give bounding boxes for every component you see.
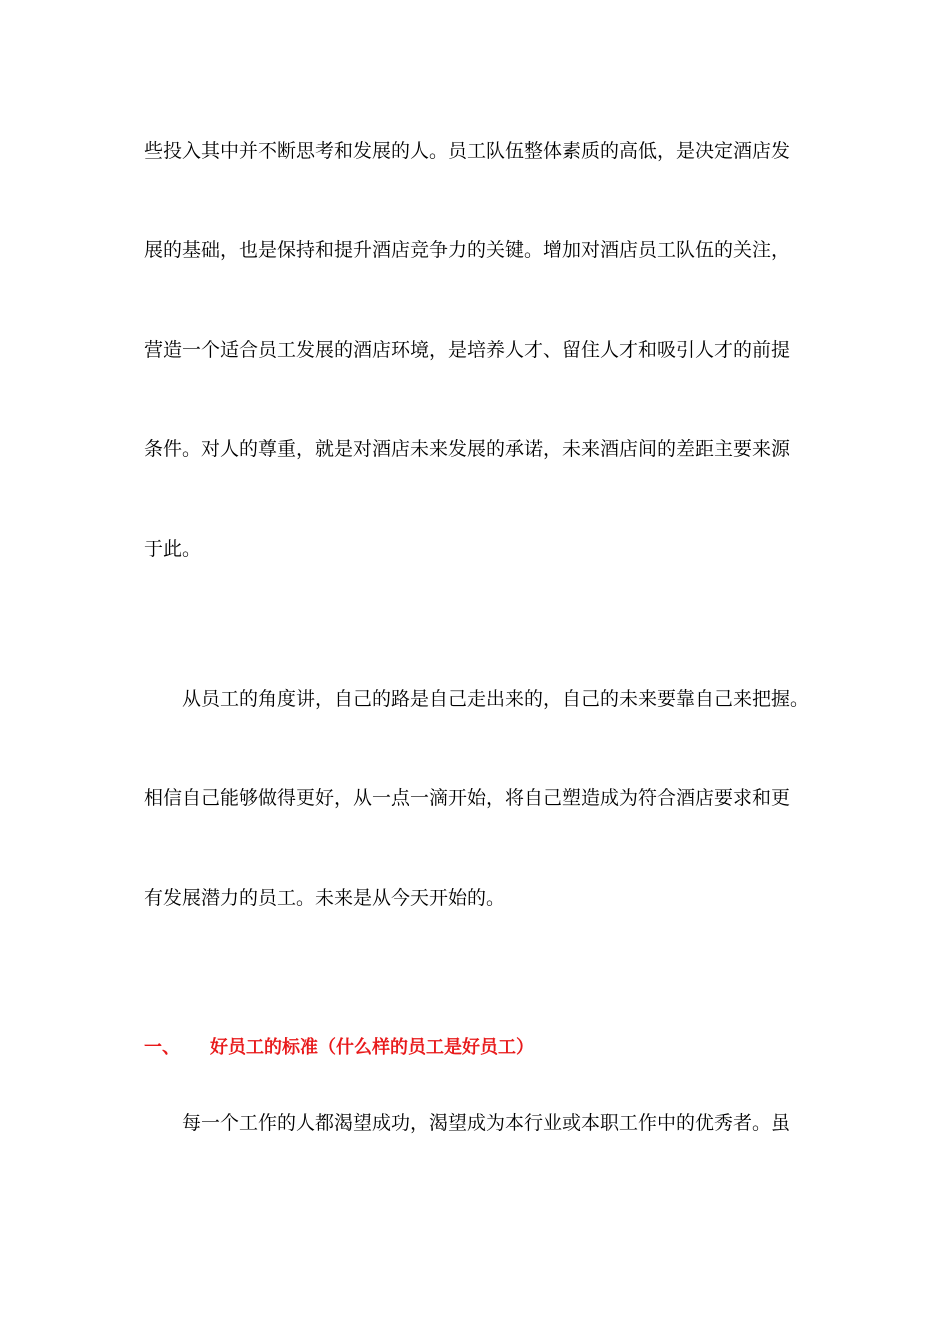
paragraph-1-line-5: 于此。 [144,538,202,560]
paragraph-2-line-2: 相信自己能够做得更好，从一点一滴开始，将自己塑造成为符合酒店要求和更 [144,787,791,809]
paragraph-2-line-3: 有发展潜力的员工。未来是从今天开始的。 [144,887,506,909]
paragraph-2-line-1: 从员工的角度讲，自己的路是自己走出来的，自己的未来要靠自己来把握。 [182,688,810,710]
paragraph-1-line-3: 营造一个适合员工发展的酒店环境，是培养人才、留住人才和吸引人才的前提 [144,339,791,361]
section-heading [144,1036,534,1060]
paragraph-1-line-1: 些投入其中并不断思考和发展的人。员工队伍整体素质的高低，是决定酒店发 [144,140,791,162]
paragraph-1-line-4: 条件。对人的尊重，就是对酒店未来发展的承诺，未来酒店间的差距主要来源 [144,438,791,460]
section-number: 一、 [144,1037,180,1058]
paragraph-1-line-2: 展的基础，也是保持和提升酒店竞争力的关键。增加对酒店员工队伍的关注， [144,239,791,261]
section-title: 好员工的标准（什么样的员工是好员工） [210,1037,534,1058]
paragraph-3-line-1: 每一个工作的人都渴望成功，渴望成为本行业或本职工作中的优秀者。虽 [182,1112,791,1134]
